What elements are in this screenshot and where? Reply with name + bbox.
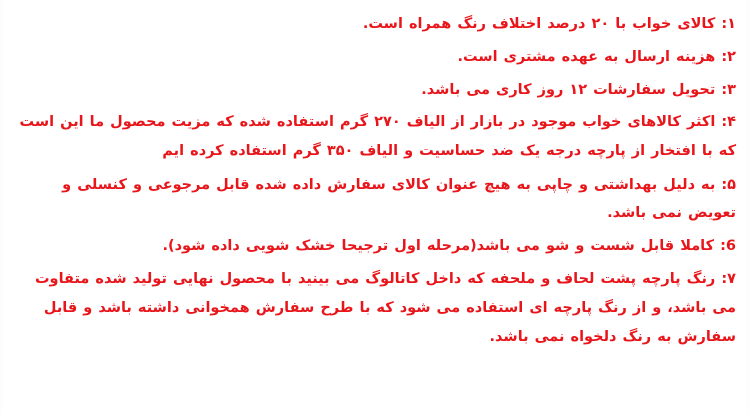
note-item-2: ۲: هزینه ارسال به عهده مشتری است.	[457, 48, 736, 65]
note-item-4: ۴: اکثر کالاهای خواب موجود در بازار از الیاف ۲۷۰ گرم استفاده شده که مزیت محصول ما این است که با افتخار از پارچه درجه یک ضد حساسیت و الیاف ۳۵۰ گرم استفاده کرده ایم	[19, 114, 736, 160]
note-item-5: ۵: به دلیل بهداشتی و چاپی به هیچ عنوان کالای سفارش داده شده قابل مرجوعی و کنسلی و تعویض نمی باشد.	[62, 176, 736, 222]
note-item-3: ۳: تحویل سفارشات ۱۲ روز کاری می باشد.	[421, 81, 736, 98]
note-item-6: 6: کاملا قابل شست و شو می باشد(مرحله اول ترجیحا خشک شویی داده شود).	[162, 237, 736, 254]
page-edge-left	[0, 0, 3, 415]
note-item-1: ۱: کالای خواب با ۲۰ درصد اختلاف رنگ همراه است.	[362, 16, 736, 32]
note-item-7: ۷: رنگ پارچه پشت لحاف و ملحفه که داخل کاتالوگ می بینید با محصول نهایی تولید شده متفاوت می باشد، و از رنگ پارچه ای استفاده می شود که با طرح سفارش همخوانی داشته باشد و قابل سفارش به رنگ دلخواه نمی باشد.	[34, 270, 736, 345]
